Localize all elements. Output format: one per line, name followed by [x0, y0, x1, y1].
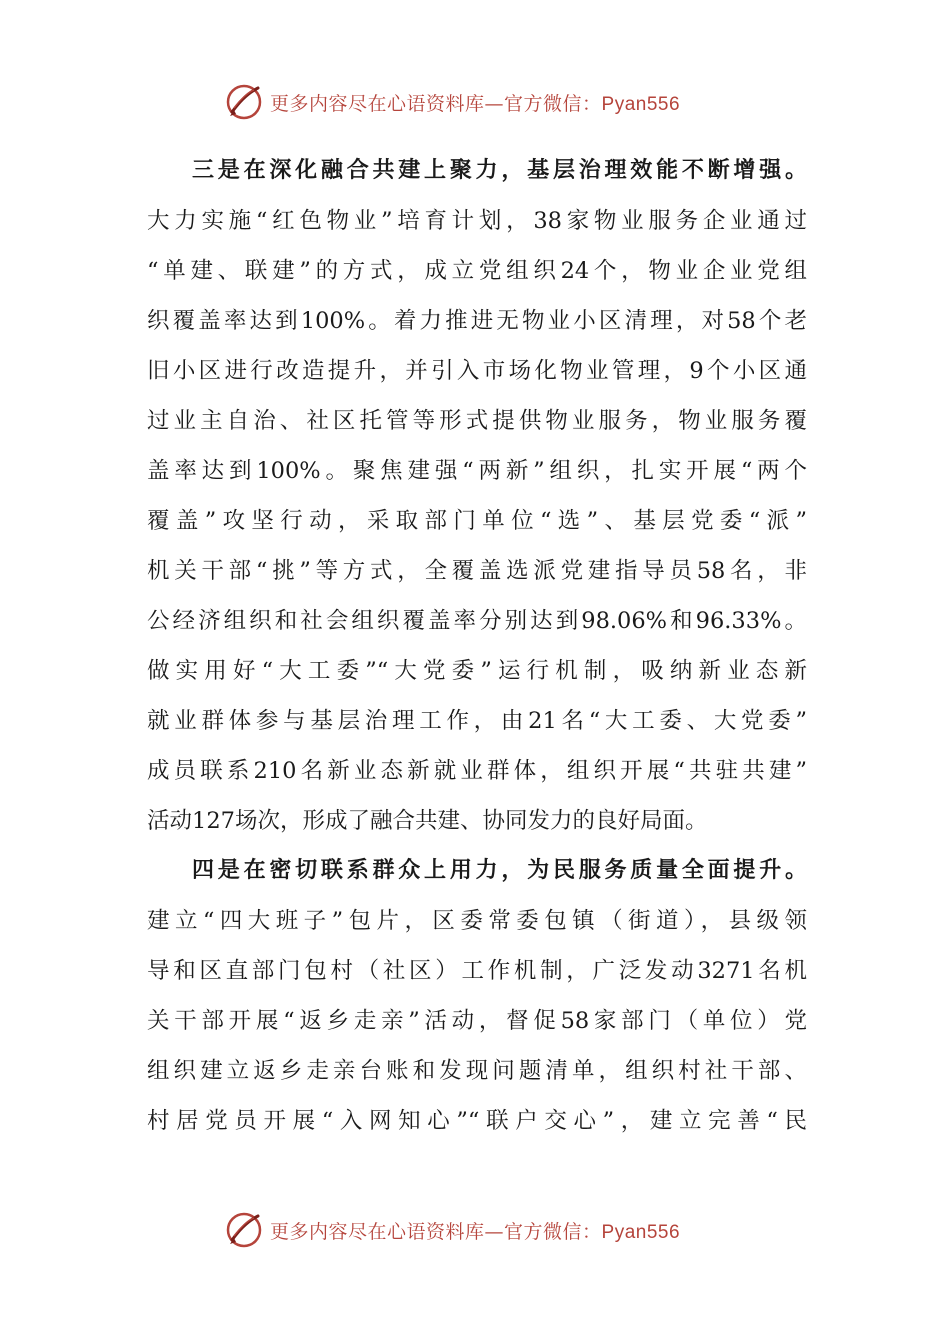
paragraph-line: 大力实施“红色物业”培育计划，38家物业服务企业通过 — [147, 208, 807, 234]
banner-wechat-label: 官方微信： — [504, 92, 602, 115]
banner-wechat-id: Pyan556 — [601, 1221, 681, 1243]
body-text — [147, 146, 807, 1146]
paragraph-line: “单建、联建”的方式，成立党组织24个，物业企业党组 — [147, 258, 807, 284]
paragraph-line: 公经济组织和社会组织覆盖率分别达到98.06%和96.33%。 — [147, 608, 807, 634]
banner-wechat-label: 官方微信： — [504, 1220, 602, 1243]
paragraph-line: 织覆盖率达到100%。着力推进无物业小区清理，对58个老 — [147, 308, 807, 334]
paragraph-line: 旧小区进行改造提升，并引入市场化物业管理，9个小区通 — [147, 358, 807, 384]
paragraph-line: 过业主自治、社区托管等形式提供物业服务，物业服务覆 — [147, 408, 807, 434]
pen-logo-icon — [224, 1210, 264, 1250]
header-banner — [224, 82, 744, 122]
banner-text — [270, 89, 680, 116]
paragraph-line: 机关干部“挑”等方式，全覆盖选派党建指导员58名，非 — [147, 558, 807, 584]
paragraph-line: 村居党员开展“入网知心”“联户交心”，建立完善“民 — [147, 1108, 807, 1134]
paragraph-line: 盖率达到100%。聚焦建强“两新”组织，扎实开展“两个 — [147, 458, 807, 484]
banner-main-text: 更多内容尽在心语资料库— — [270, 92, 505, 115]
paragraph-line: 成员联系210名新业态新就业群体，组织开展“共驻共建” — [147, 758, 807, 784]
banner-text — [270, 1217, 680, 1244]
paragraph-line: 做实用好“大工委”“大党委”运行机制，吸纳新业态新 — [147, 658, 807, 684]
paragraph-line: 就业群体参与基层治理工作，由21名“大工委、大党委” — [147, 708, 807, 734]
banner-wechat-id: Pyan556 — [601, 93, 681, 115]
paragraph-line: 活动127场次，形成了融合共建、协同发力的良好局面。 — [147, 808, 708, 834]
paragraph-line: 导和区直部门包村（社区）工作机制，广泛发动3271名机 — [147, 958, 807, 984]
footer-banner — [224, 1210, 744, 1250]
paragraph-line: 建立“四大班子”包片，区委常委包镇（街道），县级领 — [147, 908, 807, 934]
section-heading-3: 三是在深化融合共建上聚力，基层治理效能不断增强。 — [192, 158, 807, 183]
banner-main-text: 更多内容尽在心语资料库— — [270, 1220, 505, 1243]
section-heading-4: 四是在密切联系群众上用力，为民服务质量全面提升。 — [192, 858, 807, 883]
paragraph-line: 关干部开展“返乡走亲”活动，督促58家部门（单位）党 — [147, 1008, 807, 1034]
paragraph-line: 组织建立返乡走亲台账和发现问题清单，组织村社干部、 — [147, 1058, 807, 1084]
pen-logo-icon — [224, 82, 264, 122]
paragraph-line: 覆盖”攻坚行动，采取部门单位“选”、基层党委“派” — [147, 508, 807, 534]
